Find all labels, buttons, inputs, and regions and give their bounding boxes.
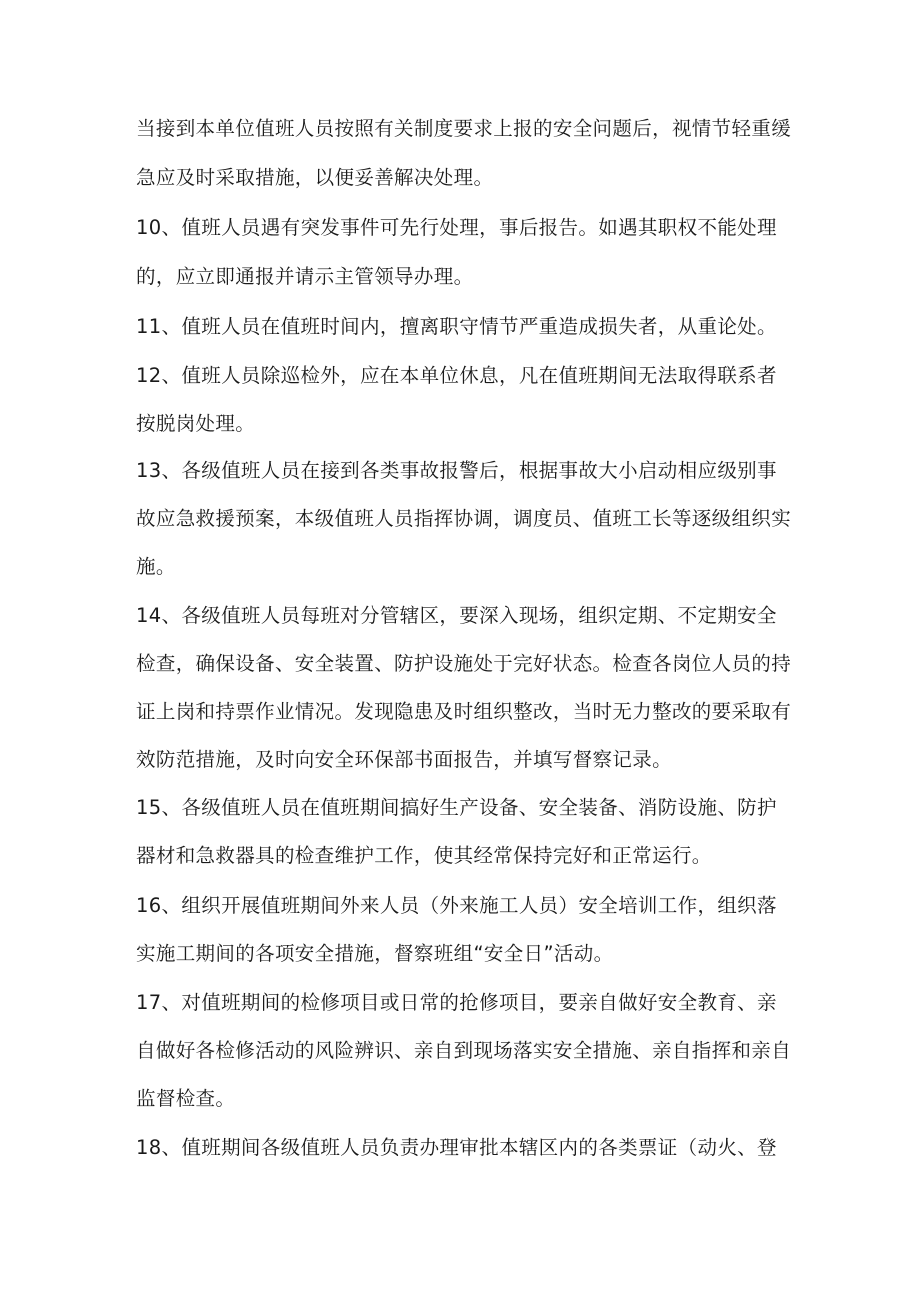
text-line: 器材和急救器具的检查维护工作，使其经常保持完好和正常运行。 xyxy=(136,844,712,867)
text-line: 18、值班期间各级值班人员负责办理审批本辖区内的各类票证（动火、登 xyxy=(136,1136,777,1159)
text-line: 监督检查。 xyxy=(136,1087,236,1110)
text-line: 当接到本单位值班人员按照有关制度要求上报的安全问题后，视情节轻重缓 xyxy=(136,117,792,140)
text-line: 17、对值班期间的检修项目或日常的抢修项目，要亲自做好安全教育、亲 xyxy=(136,991,777,1014)
text-line: 15、各级值班人员在值班期间搞好生产设备、安全装备、消防设施、防护 xyxy=(136,796,777,819)
text-line: 施。 xyxy=(136,555,176,578)
text-line: 16、组织开展值班期间外来人员（外来施工人员）安全培训工作，组织落 xyxy=(136,894,777,917)
text-line: 检查，确保设备、安全装置、防护设施处于完好状态。检查各岗位人员的持 xyxy=(136,652,792,675)
text-line: 证上岗和持票作业情况。发现隐患及时组织整改，当时无力整改的要采取有 xyxy=(136,700,792,723)
text-line: 按脱岗处理。 xyxy=(136,412,256,435)
text-line: 的，应立即通报并请示主管领导办理。 xyxy=(136,265,474,288)
text-line: 实施工期间的各项安全措施，督察班组“安全日”活动。 xyxy=(136,942,614,965)
text-line: 12、值班人员除巡检外，应在本单位休息，凡在值班期间无法取得联系者 xyxy=(136,364,777,387)
text-line: 效防范措施，及时向安全环保部书面报告，并填写督察记录。 xyxy=(136,748,672,771)
text-line: 急应及时采取措施，以便妥善解决处理。 xyxy=(136,166,494,189)
text-line: 11、值班人员在值班时间内，擅离职守情节严重造成损失者，从重论处。 xyxy=(136,315,777,338)
text-line: 故应急救援预案，本级值班人员指挥协调，调度员、值班工长等逐级组织实 xyxy=(136,507,792,530)
text-line: 自做好各检修活动的风险辨识、亲自到现场落实安全措施、亲自指挥和亲自 xyxy=(136,1039,792,1062)
text-line: 14、各级值班人员每班对分管辖区，要深入现场，组织定期、不定期安全 xyxy=(136,604,777,627)
text-line: 10、值班人员遇有突发事件可先行处理，事后报告。如遇其职权不能处理 xyxy=(136,216,777,239)
text-line: 13、各级值班人员在接到各类事故报警后，根据事故大小启动相应级别事 xyxy=(136,459,777,482)
